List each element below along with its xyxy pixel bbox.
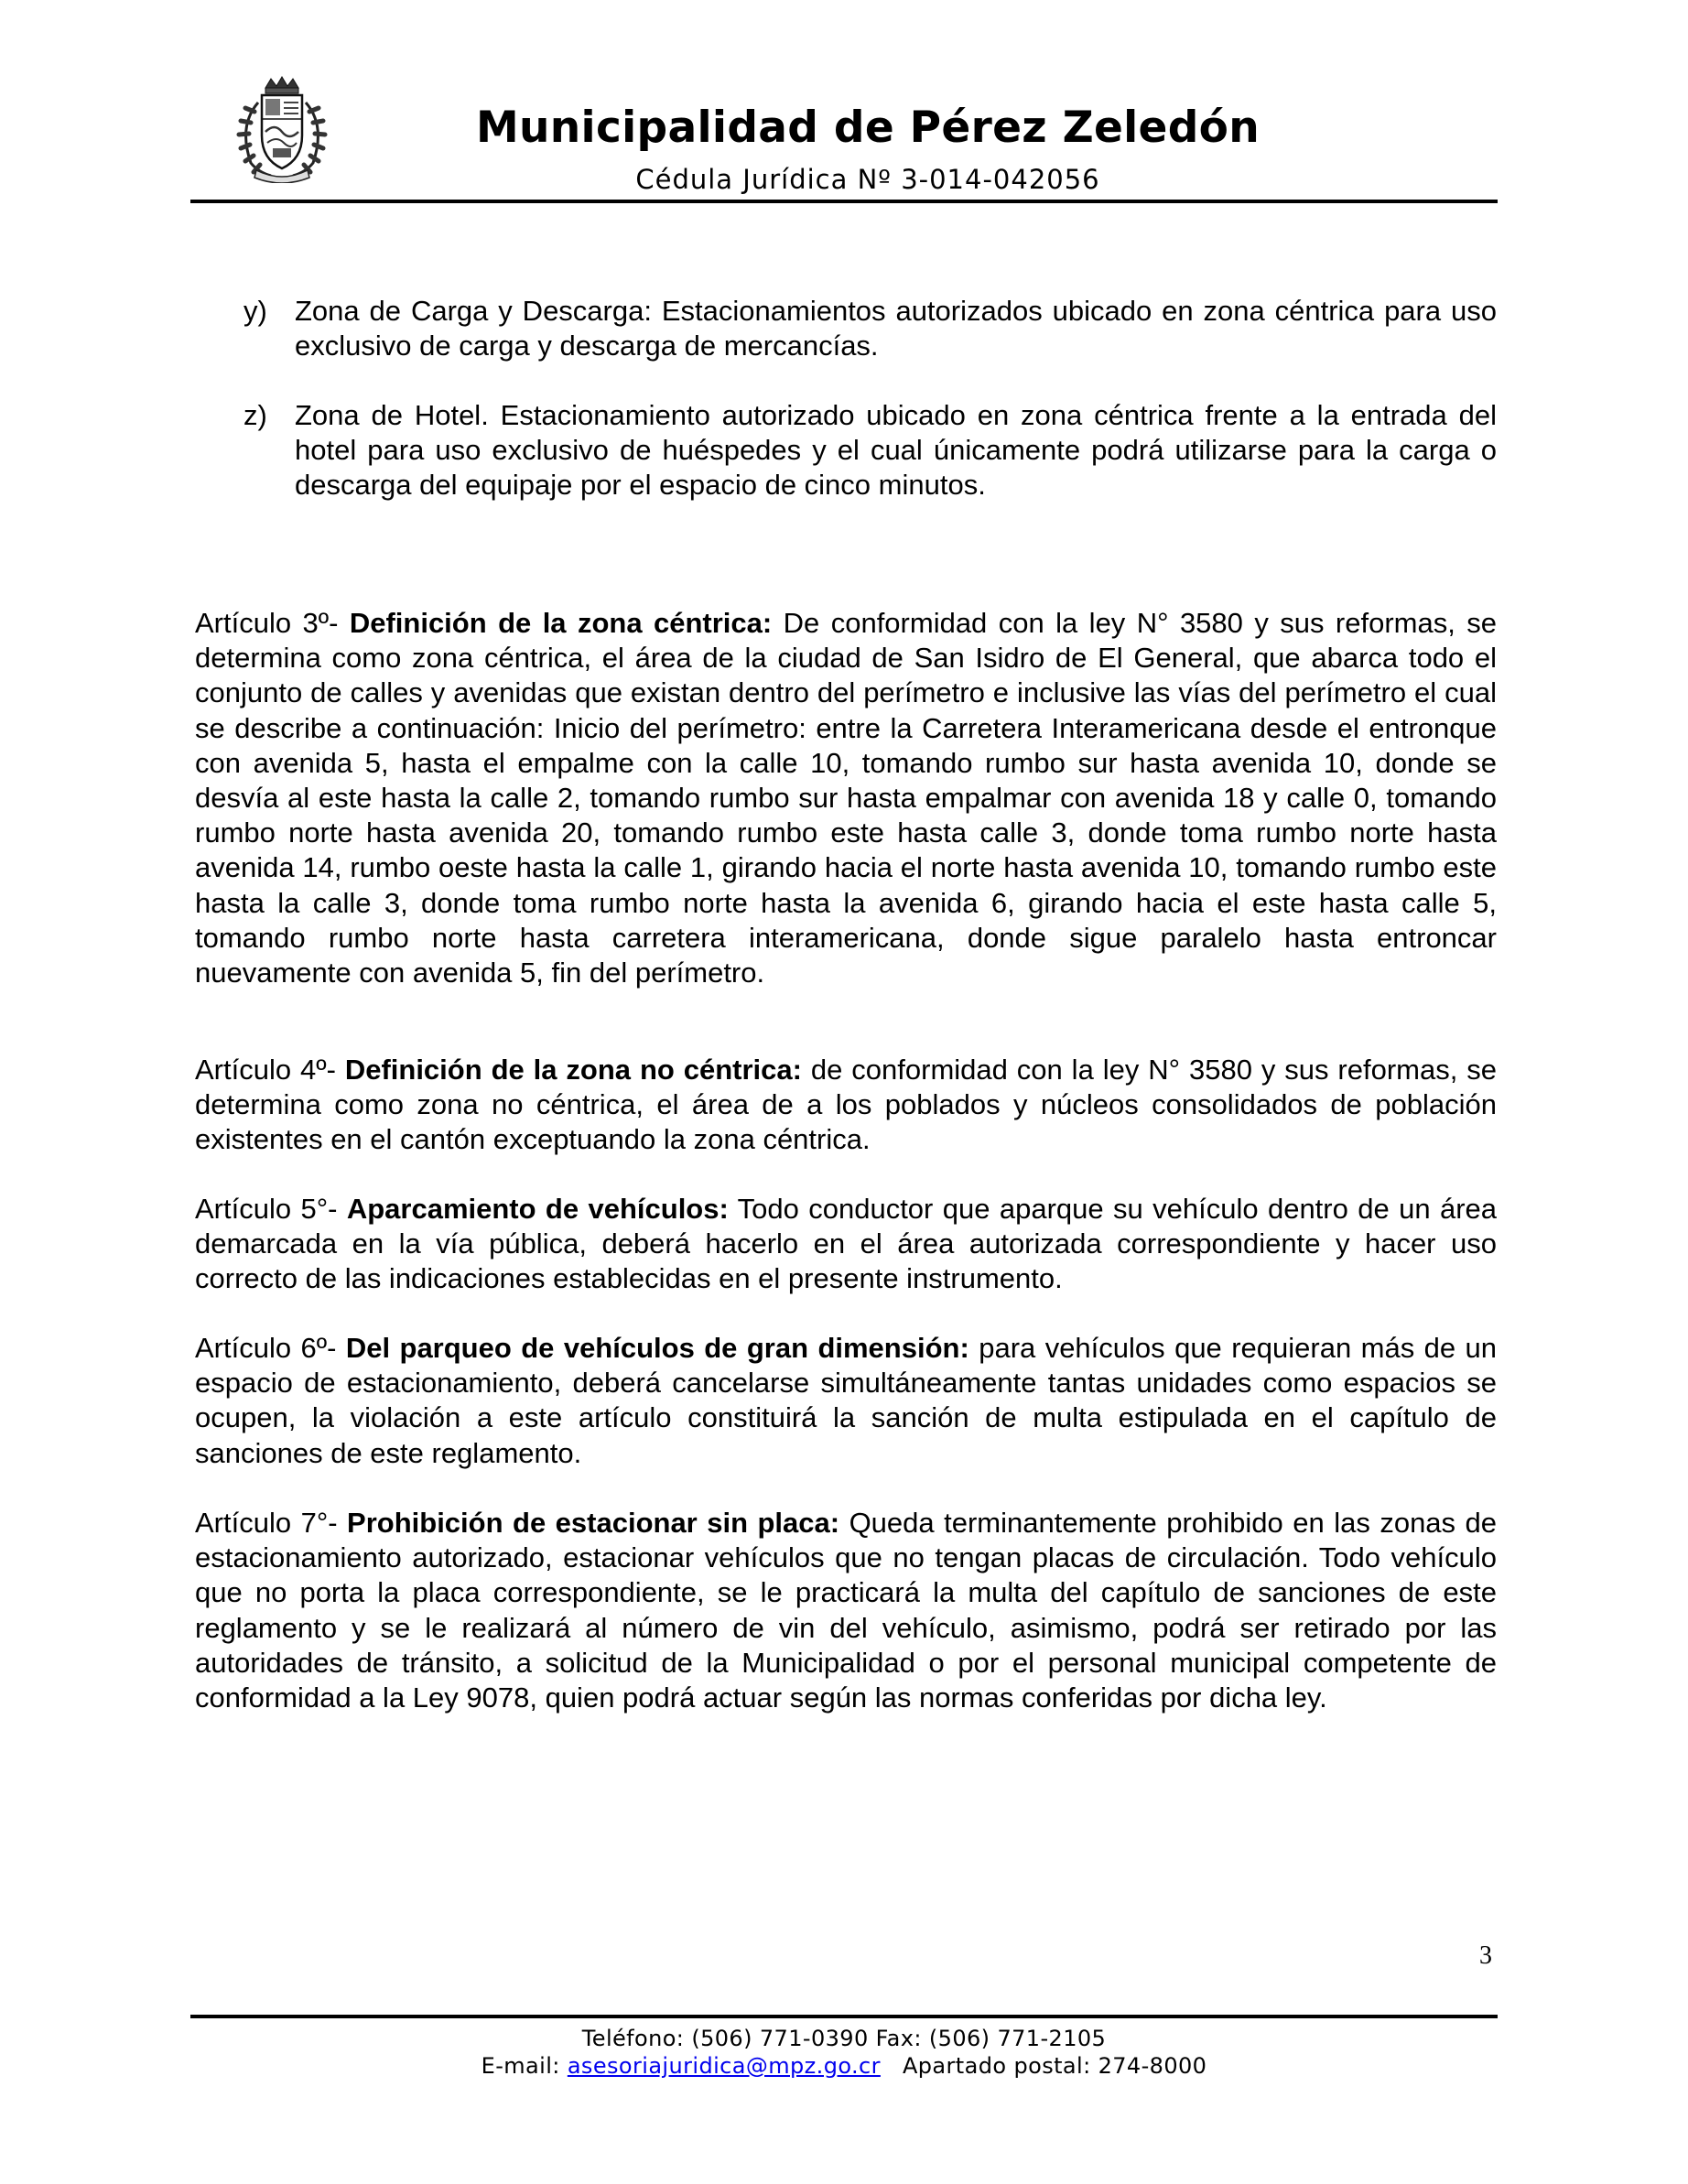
article-7	[195, 1506, 1497, 1715]
footer-spacer	[881, 2053, 903, 2079]
footer-email-label: E-mail:	[481, 2053, 568, 2079]
article-heading: Definición de la zona céntrica:	[349, 607, 773, 639]
article-heading: Aparcamiento de vehículos:	[346, 1193, 729, 1225]
article-4	[195, 1053, 1497, 1158]
footer-contact	[190, 2052, 1498, 2080]
article-text: para vehículos que requieran más de un espacio de estacionamiento, deberá cancelarse simultáneamente tantas unidades como espacios se ocupen, la violación a este artículo constituirá la sanción de multa estipulada en el capítulo de sanciones de este reglamento.	[195, 1332, 1498, 1469]
article-heading: Del parqueo de vehículos de gran dimensión:	[345, 1332, 969, 1364]
footer-phone: Teléfono: (506) 771-0390 Fax: (506) 771-2105	[581, 2026, 1107, 2051]
institution-title: Municipalidad de Pérez Zeledón	[475, 103, 1261, 153]
article-6	[195, 1331, 1497, 1471]
page-number: 3	[1479, 1941, 1492, 1970]
article-text: de conformidad con la ley N° 3580 y sus reformas, se determina como zona no céntrica, el área de a los poblados y núcleos consolidados de población existentes en el cantón exceptuando la zona céntrica.	[195, 1054, 1497, 1156]
legal-id-subtitle: Cédula Jurídica Nº 3-014-042056	[635, 164, 1100, 195]
list-item-z	[243, 398, 1497, 503]
article-text: Todo conductor que aparque su vehículo dentro de un área demarcada en la vía pública, deberá hacerlo en el área autorizada correspondiente y hacer uso correcto de las indicaciones establecidas en el presente instrumento.	[195, 1193, 1498, 1295]
footer-email-link[interactable]: asesoriajuridica@mpz.go.cr	[567, 2053, 881, 2079]
list-marker: z)	[243, 399, 267, 431]
article-prefix: Artículo 3º-	[195, 607, 350, 639]
article-prefix: Artículo 6º-	[195, 1332, 346, 1364]
footer-divider	[190, 2015, 1498, 2018]
article-text: Queda terminantemente prohibido en las zonas de estacionamiento autorizado, estacionar vehículos que no tengan placas de circulación. Todo vehículo que no porta la placa correspondiente, se le practicará la multa del capítulo de sanciones de este reglamento y se le realizará al número de vin del vehículo, asimismo, podrá ser retirado por las autoridades de tránsito, a solicitud de la Municipalidad o por el personal municipal competente de conformidad a la Ley 9078, quien podrá actuar según las normas conferidas por dicha ley.	[195, 1507, 1498, 1714]
article-text: De conformidad con la ley N° 3580 y sus reformas, se determina como zona céntrica, el área de la ciudad de San Isidro de El General, que abarca todo el conjunto de calles y avenidas que existan dentro del perímetro e inclusive las vías del perímetro el cual se describe a continuación: Inicio del perímetro: entre la Carretera Interamericana desde el entronque con avenida 5, hasta el empalme con la calle 10, tomando rumbo sur hasta avenida 10, donde se desvía al este hasta la calle 2, tomando rumbo sur hasta empalmar con avenida 18 y calle 0, tomando rumbo norte hasta avenida 20, tomando rumbo este hasta calle 3, donde toma rumbo norte hasta avenida 14, rumbo oeste hasta la calle 1, girando hacia el norte hasta avenida 10, tomando rumbo este hasta la calle 3, donde toma rumbo norte hasta la avenida 6, girando hacia el este hasta calle 5, tomando rumbo norte hasta carretera interamericana, donde sigue paralelo hasta entroncar nuevamente con avenida 5, fin del perímetro.	[195, 607, 1497, 989]
article-3	[195, 606, 1497, 990]
article-prefix: Artículo 5°-	[195, 1193, 347, 1225]
list-item-text: Zona de Carga y Descarga: Estacionamientos autorizados ubicado en zona céntrica para uso exclusivo de carga y descarga de mercancías.	[295, 295, 1497, 362]
article-5	[195, 1192, 1497, 1297]
list-item-text: Zona de Hotel. Estacionamiento autorizado ubicado en zona céntrica frente a la entrada del hotel para uso exclusivo de huéspedes y el cual únicamente podrá utilizarse para la carga o descarga del equipaje por el espacio de cinco minutos.	[295, 399, 1497, 502]
footer-postal: Apartado postal: 274-8000	[902, 2053, 1207, 2079]
list-item-y	[243, 294, 1497, 363]
article-prefix: Artículo 7°-	[195, 1507, 348, 1539]
list-marker: y)	[243, 295, 267, 327]
article-heading: Definición de la zona no céntrica:	[344, 1054, 802, 1086]
article-heading: Prohibición de estacionar sin placa:	[347, 1507, 840, 1539]
article-prefix: Artículo 4º-	[195, 1054, 345, 1086]
coat-of-arms-icon	[231, 75, 333, 183]
header-divider	[190, 200, 1498, 203]
